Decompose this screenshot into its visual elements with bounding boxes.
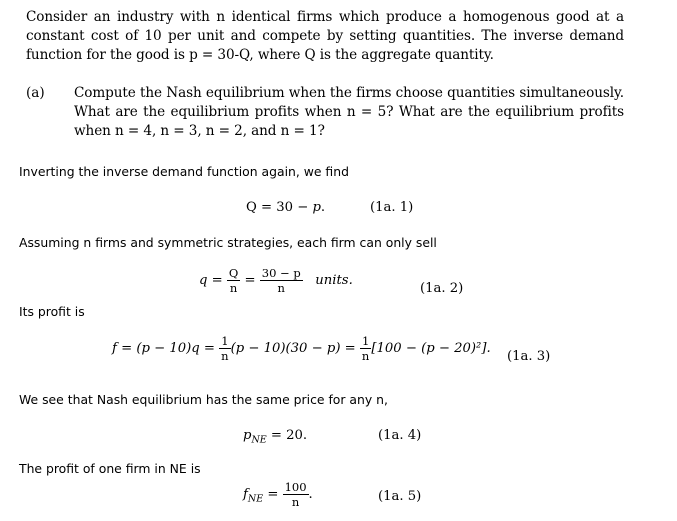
solution-paragraph-3: Its profit is [19,304,85,319]
eq5-fraction [283,480,309,509]
equation-1a2-tag: (1a. 2) [420,281,464,296]
eq4-rhs: = 20. [266,428,308,443]
eq3-rhs: [100 − (p − 20)²]. [371,341,491,356]
eq2-f2-num: 30 − p [261,266,301,280]
equation-1a3-tag: (1a. 3) [507,349,551,364]
eq2-lhs: q = [199,273,223,288]
eq5-eq: = [263,487,283,502]
equation-1a4-tag: (1a. 4) [378,428,422,443]
eq3-fa-den: n [221,349,229,363]
equation-1a2: q = $\frac{Q}{n}$ = $\frac{30 - p}{n}$ units. [199,266,353,295]
eq5-sub: NE [247,493,264,505]
equation-1a5-tag: (1a. 5) [378,489,422,504]
eq5-den: n [291,495,300,509]
equation-1a1 [246,200,325,216]
eq2-fraction-2 [260,266,303,295]
solution-paragraph-4: We see that Nash equilibrium has the same price for any n, [19,392,388,407]
eq5-var: f [243,487,248,502]
eq1-var: p [312,200,321,215]
eq5-num: 100 [284,480,307,494]
equation-1a4 [243,428,307,449]
problem-intro: Consider an industry with n identical firms which produce a homogenous good at a constant cost of 10 per unit and compete by setting quantities. The inverse demand function for the good is p = 30-Q, where Q is the aggregate quantity. [26,9,624,63]
eq1-tail: . [320,200,326,215]
eq3-fraction-b [360,334,371,363]
part-question: Compute the Nash equilibrium when the firms choose quantities simultaneously. What are the equilibrium profits when n = 5? What are the equilibrium profits when n = 4, n = 3, n = 2, and n = 1? [74,85,624,139]
eq3-lhs: f = (p − 10)q = [112,341,215,356]
eq3-fa-num: 1 [219,334,230,349]
equation-1a3 [112,334,491,363]
eq4-sub: NE [251,434,267,446]
eq2-fraction-1 [227,266,240,295]
part-label: (a) [26,85,45,101]
solution-paragraph-2: Assuming n firms and symmetric strategies, each firm can only sell [19,235,437,250]
eq3-mid: (p − 10)(30 − p) = [230,341,356,356]
solution-paragraph-1: Inverting the inverse demand function again, we find [19,164,349,179]
eq3-fb-den: n [361,349,370,363]
eq2-f2-den: n [277,281,285,295]
solution-paragraph-5: The profit of one firm in NE is [19,461,201,476]
eq4-var: p [243,428,252,443]
equation-1a1-tag: (1a. 1) [370,200,414,215]
equation-1a5 [243,480,313,509]
eq5-tail: . [308,487,313,502]
eq1-lhs: Q = 30 − [246,200,313,215]
eq2-f1-den: n [229,281,238,295]
eq2-f1-num: Q [228,266,239,280]
eq3-fb-num: 1 [360,334,371,349]
eq3-fraction-a [219,334,230,363]
eq2-units: units. [315,273,353,288]
